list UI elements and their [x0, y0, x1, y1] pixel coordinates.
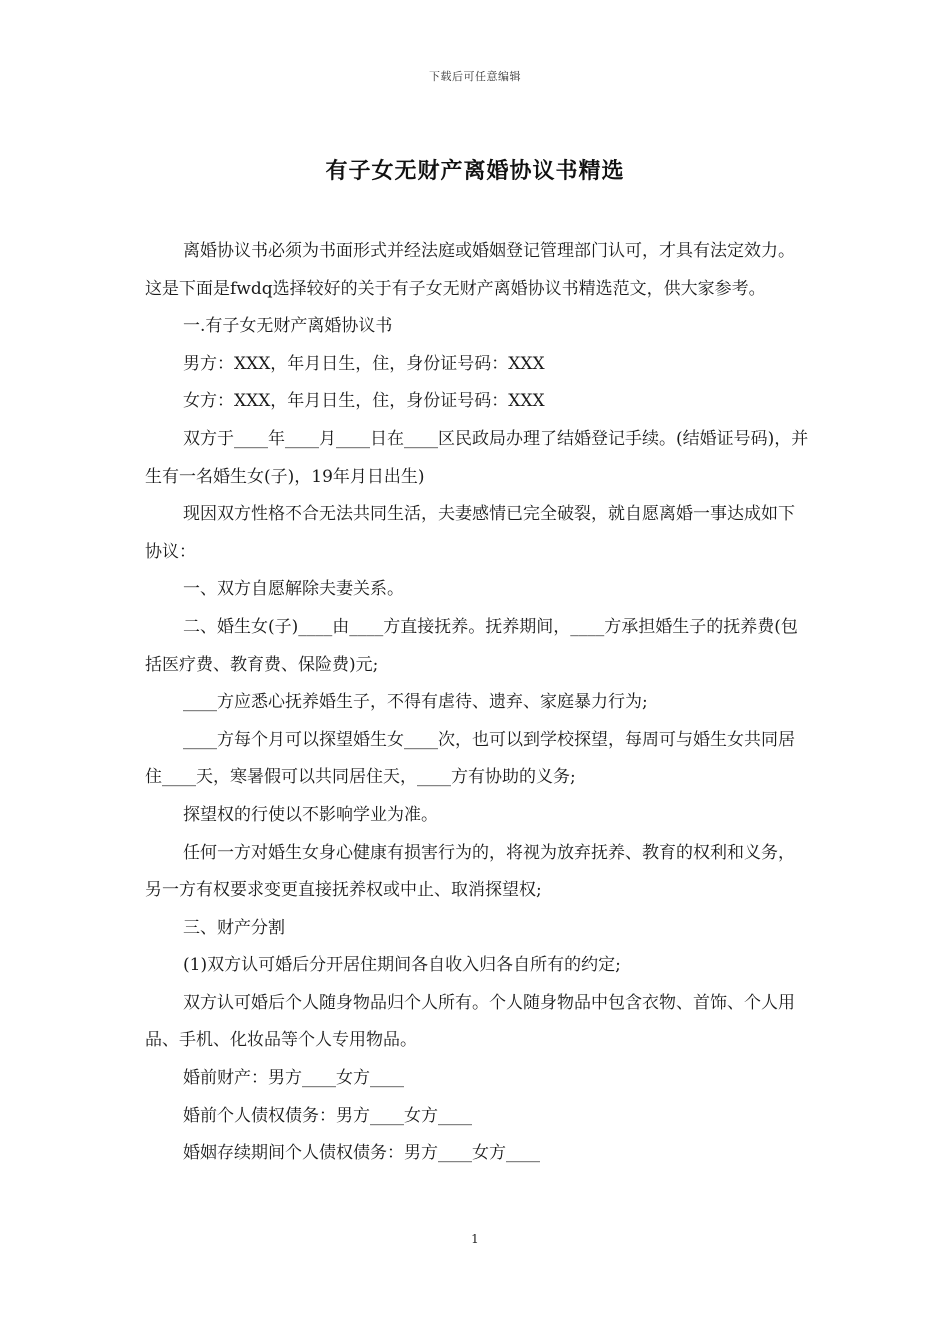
document-title: 有子女无财产离婚协议书精选	[325, 158, 625, 184]
paragraph-intro: 离婚协议书必须为书面形式并经法庭或婚姻登记管理部门认可，才具有法定效力。这是下面是fwdq选择较好的关于有子女无财产离婚协议书精选范文，供大家参考。	[145, 241, 795, 299]
header-note: 下载后可任意编辑	[429, 70, 521, 83]
paragraph-personal-items: 双方认可婚后个人随身物品归个人所有。个人随身物品中包含衣物、首饰、个人用品、手机、化妆品等个人专用物品。	[145, 992, 795, 1051]
paragraph-section-heading: 一.有子女无财产离婚协议书	[183, 316, 393, 337]
paragraph-harm-clause: 任何一方对婚生女身心健康有损害行为的，将视为放弃抚养、教育的权利和义务，另一方有权要求变更直接抚养权或中止、取消探望权;	[145, 842, 795, 901]
document-body	[145, 233, 810, 1173]
paragraph-marriage-registration: 双方于____年____月____日在____区民政局办理了结婚登记手续。(结婚证号码)，并生有一名婚生女(子)，19年月日出生)	[145, 428, 809, 487]
paragraph-premarital-debts: 婚前个人债权债务：男方____女方____	[183, 1105, 472, 1126]
page-number: 1	[471, 1232, 479, 1246]
paragraph-clause-3: 三、财产分割	[183, 917, 285, 938]
paragraph-clause-2: 二、婚生女(子)____由____方直接抚养。抚养期间，____方承担婚生子的抚养费(包括医疗费、教育费、保险费)元;	[145, 616, 798, 675]
paragraph-male-party: 男方：XXX，年月日生，住，身份证号码：XXX	[183, 353, 545, 374]
paragraph-marital-debts: 婚姻存续期间个人债权债务：男方____女方____	[183, 1143, 540, 1164]
paragraph-visitation-limit: 探望权的行使以不影响学业为准。	[183, 804, 438, 825]
paragraph-female-party: 女方：XXX，年月日生，住，身份证号码：XXX	[183, 391, 545, 412]
paragraph-care-duty: ____方应悉心抚养婚生子，不得有虐待、遗弃、家庭暴力行为;	[183, 692, 648, 713]
paragraph-income: (1)双方认可婚后分开居住期间各自收入归各自所有的约定;	[183, 955, 621, 976]
paragraph-reason: 现因双方性格不合无法共同生活，夫妻感情已完全破裂，就自愿离婚一事达成如下协议：	[145, 504, 795, 562]
paragraph-premarital-property: 婚前财产：男方____女方____	[183, 1068, 404, 1089]
paragraph-visitation: ____方每个月可以探望婚生女____次，也可以到学校探望，每周可与婚生女共同居住____天，寒暑假可以共同居住天，____方有协助的义务;	[145, 729, 795, 788]
paragraph-clause-1: 一、双方自愿解除夫妻关系。	[183, 579, 404, 600]
